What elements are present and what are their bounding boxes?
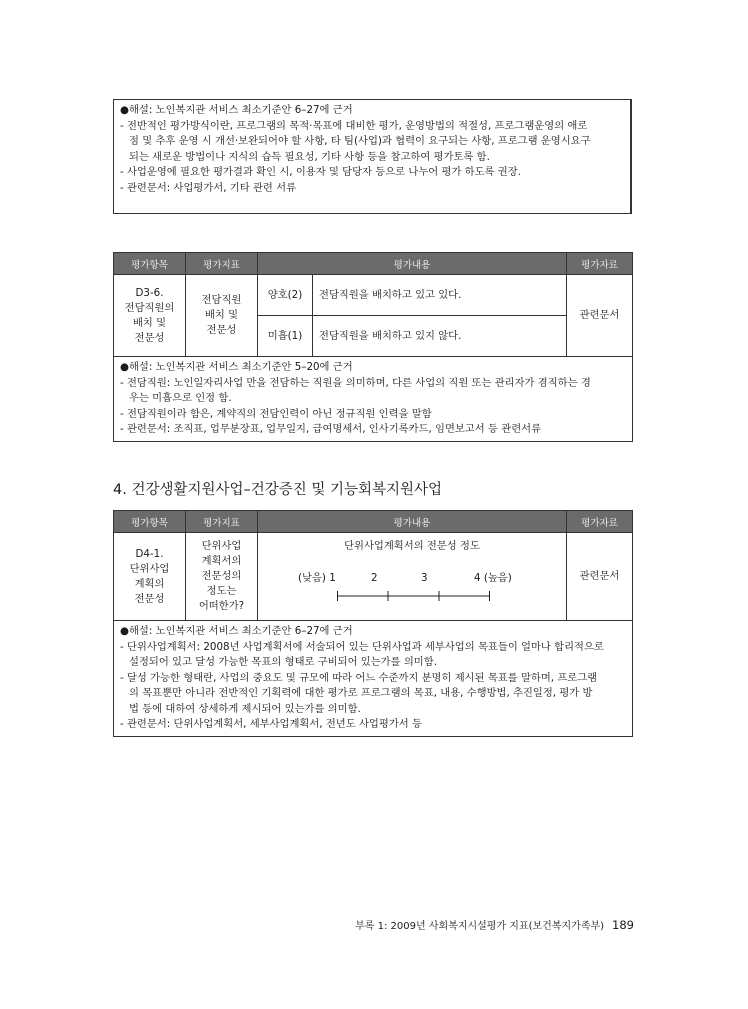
header-material: 평가자료 <box>567 511 633 533</box>
scale-label-1: (낮음) 1 <box>298 572 336 584</box>
notes-cell: ●해설: 노인복지관 서비스 최소기준안 6–27에 근거 - 단위사업계획서: 2008년 사업계획서에 서술되어 있는 단위사업과 세부사업의 목표들이 얼마나 합리적으로 설정되어 있고 달성 가능한 목표의 형태로 구비되어 있는가를 의미함. - 달성 가능한 형태란, 사업의 중요도 및 규모에 따라 어느 수준까지 분명히 제시된 목표를 말하며, 프로그램 의 목표뿐만 아니라 전반적인 기획력에 대한 평가로 프로그램의 목표, 내용, 수행방법, 추진일정, 평가 방 법 등에 대하여 상세하게 제시되어 있는가를 의미함. - 관련문서: 단위사업계획서, 세부사업계획서, 전년도 사업평가서 등 <box>114 621 633 737</box>
description-cell: 전담직원을 배치하고 있지 않다. <box>313 316 567 357</box>
note-line: 되는 새로운 방법이나 지식의 습득 필요성, 기타 사항 등을 참고하여 평가토록 함. <box>129 150 490 163</box>
indicator-cell: 전담직원 배치 및 전문성 <box>186 275 258 357</box>
note-line: 점 및 추후 운영 시 개선·보완되어야 할 사항, 타 팀(사업)과 협력이 요구되는 사항, 프로그램 운영시요구 <box>129 135 591 147</box>
scale-label-4: 4 (높음) <box>474 572 512 584</box>
header-content: 평가내용 <box>258 253 567 275</box>
scale-label-2: 2 <box>371 572 378 584</box>
item-cell: D4-1. 단위사업 계획의 전문성 <box>114 533 186 621</box>
page-footer <box>355 917 634 932</box>
section-title: 4. 건강생활지원사업–건강증진 및 기능회복지원사업 <box>113 482 443 498</box>
note-line: ●해설: 노인복지관 서비스 최소기준안 6–27에 근거 <box>120 104 353 116</box>
header-material: 평가자료 <box>567 253 633 275</box>
indicator-cell: 단위사업 계획서의 전문성의 정도는 어떠한가? <box>186 533 258 621</box>
grade-cell: 양호(2) <box>258 275 313 316</box>
scale-title: 단위사업계획서의 전문성 정도 <box>344 540 480 552</box>
note-line: - 사업운영에 필요한 평가결과 확인 시, 이용자 및 담당자 등으로 나누어 평가 하도록 권장. <box>120 166 521 178</box>
notes-cell: ●해설: 노인복지관 서비스 최소기준안 5–20에 근거 - 전담직원: 노인일자리사업 만을 전담하는 직원을 의미하며, 다른 사업의 직원 또는 관리자가 겸직하는 경 우는 미흡으로 인정 함. - 전담직원이라 함은, 계약직의 전담인력이 아닌 정규직원 인력을 말함 - 관련문서: 조직표, 업무분장표, 업무일지, 급여명세서, 인사기록카드, 임면보고서 등 관련서류 <box>114 357 633 442</box>
description-cell: 전담직원을 배치하고 있고 있다. <box>313 275 567 316</box>
material-cell: 관련문서 <box>567 533 633 621</box>
grade-cell: 미흡(1) <box>258 316 313 357</box>
header-item: 평가항목 <box>114 253 186 275</box>
evaluation-table-d3-6 <box>113 252 633 442</box>
header-item: 평가항목 <box>114 511 186 533</box>
header-content: 평가내용 <box>258 511 567 533</box>
page-number: 189 <box>612 918 634 932</box>
note-line: - 관련문서: 사업평가서, 기타 관련 서류 <box>120 181 297 194</box>
rating-scale-cell <box>258 533 567 621</box>
rating-scale-bar <box>337 591 490 601</box>
footer-text: 부록 1: 2009년 사회복지시설평가 지표(보건복지가족부) <box>355 921 605 932</box>
note-line: - 전반적인 평가방식이란, 프로그램의 목적·목표에 대비한 평가, 운영방법의 적절성, 프로그램운영의 애로 <box>120 119 588 132</box>
header-indicator: 평가지표 <box>186 253 258 275</box>
material-cell: 관련문서 <box>567 275 633 357</box>
item-cell: D3-6. 전담직원의 배치 및 전문성 <box>114 275 186 357</box>
header-indicator: 평가지표 <box>186 511 258 533</box>
evaluation-table-d4-1 <box>113 510 633 737</box>
scale-label-3: 3 <box>421 572 428 584</box>
explanation-box-top <box>113 99 632 214</box>
